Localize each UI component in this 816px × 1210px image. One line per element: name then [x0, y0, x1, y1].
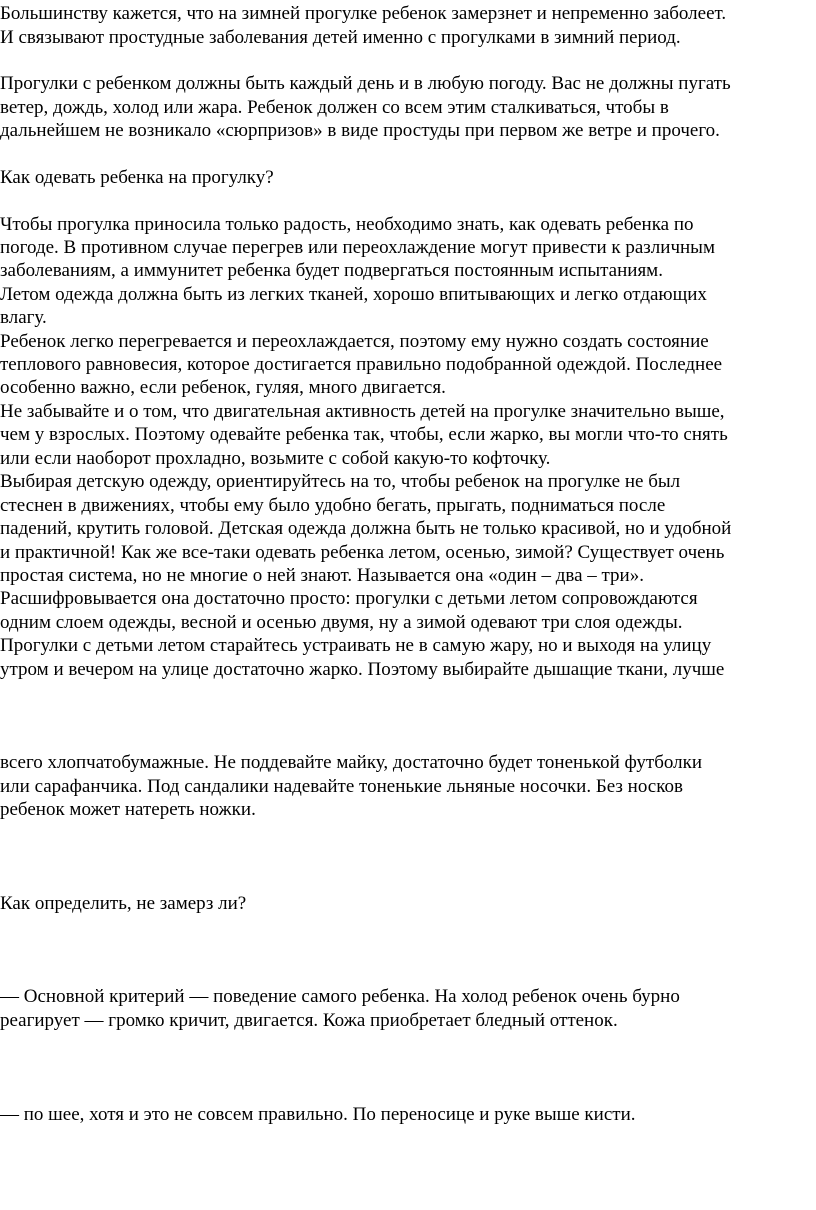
text-line: влагу. — [0, 307, 47, 328]
text-line: или если наоборот прохладно, возьмите с собой какую-то кофточку. — [0, 448, 551, 469]
text-line: заболеваниям, а иммунитет ребенка будет подвергаться постоянным испытаниям. — [0, 260, 663, 281]
text-line: теплового равновесия, которое достигается правильно подобранной одеждой. Последнее — [0, 354, 723, 375]
text-line: Расшифровывается она достаточно просто: прогулки с детьми летом сопровождаются — [0, 588, 698, 609]
text-line: чем у взрослых. Поэтому одевайте ребенка так, чтобы, если жарко, вы могли что-то снять — [0, 424, 728, 445]
text-line: И связывают простудные заболевания детей именно с прогулками в зимний период. — [0, 27, 681, 48]
text-line: — Основной критерий — поведение самого ребенка. На холод ребенок очень бурно — [0, 986, 680, 1007]
text-line: дальнейшем не возникало «сюрпризов» в виде простуды при первом же ветре и прочего. — [0, 120, 720, 141]
text-line: и практичной! Как же все-таки одевать ребенка летом, осенью, зимой? Существует очень — [0, 542, 725, 563]
text-line: или сарафанчика. Под сандалики надевайте тоненькие льняные носочки. Без носков — [0, 776, 683, 797]
text-line: Не забывайте и о том, что двигательная активность детей на прогулке значительно выше, — [0, 401, 725, 422]
section-heading: Как определить, не замерз ли? — [0, 893, 247, 914]
text-line: падений, крутить головой. Детская одежда должна быть не только красивой, но и удобной — [0, 518, 732, 539]
text-line: ребенок может натереть ножки. — [0, 799, 256, 820]
text-line: Большинству кажется, что на зимней прогулке ребенок замерзнет и непременно заболеет. — [0, 3, 727, 24]
text-line: одним слоем одежды, весной и осенью двумя, ну а зимой одевают три слоя одежды. — [0, 612, 683, 633]
text-line: Прогулки с детьми летом старайтесь устраивать не в самую жару, но и выходя на улицу — [0, 635, 712, 656]
text-line: Выбирая детскую одежду, ориентируйтесь на то, чтобы ребенок на прогулке не был — [0, 471, 681, 492]
text-line: утром и вечером на улице достаточно жарко. Поэтому выбирайте дышащие ткани, лучше — [0, 659, 725, 680]
section-heading: Как одевать ребенка на прогулку? — [0, 167, 274, 188]
text-line: простая система, но не многие о ней знают. Называется она «один – два – три». — [0, 565, 644, 586]
text-line: ветер, дождь, холод или жара. Ребенок должен со всем этим сталкиваться, чтобы в — [0, 97, 669, 118]
text-line: погоде. В противном случае перегрев или переохлаждение могут привести к различным — [0, 237, 715, 258]
text-line: Прогулки с ребенком должны быть каждый день и в любую погоду. Вас не должны пугать — [0, 73, 731, 94]
text-line: Чтобы прогулка приносила только радость, необходимо знать, как одевать ребенка по — [0, 214, 694, 235]
text-line: Ребенок легко перегревается и переохлаждается, поэтому ему нужно создать состояние — [0, 331, 709, 352]
text-line: — по шее, хотя и это не совсем правильно. По переносице и руке выше кисти. — [0, 1104, 636, 1125]
text-line: особенно важно, если ребенок, гуляя, много двигается. — [0, 377, 446, 398]
text-line: стеснен в движениях, чтобы ему было удобно бегать, прыгать, подниматься после — [0, 495, 666, 516]
text-line: реагирует — громко кричит, двигается. Кожа приобретает бледный оттенок. — [0, 1010, 618, 1031]
text-line: всего хлопчатобумажные. Не поддевайте майку, достаточно будет тоненькой футболки — [0, 752, 702, 773]
text-line: Летом одежда должна быть из легких тканей, хорошо впитывающих и легко отдающих — [0, 284, 707, 305]
